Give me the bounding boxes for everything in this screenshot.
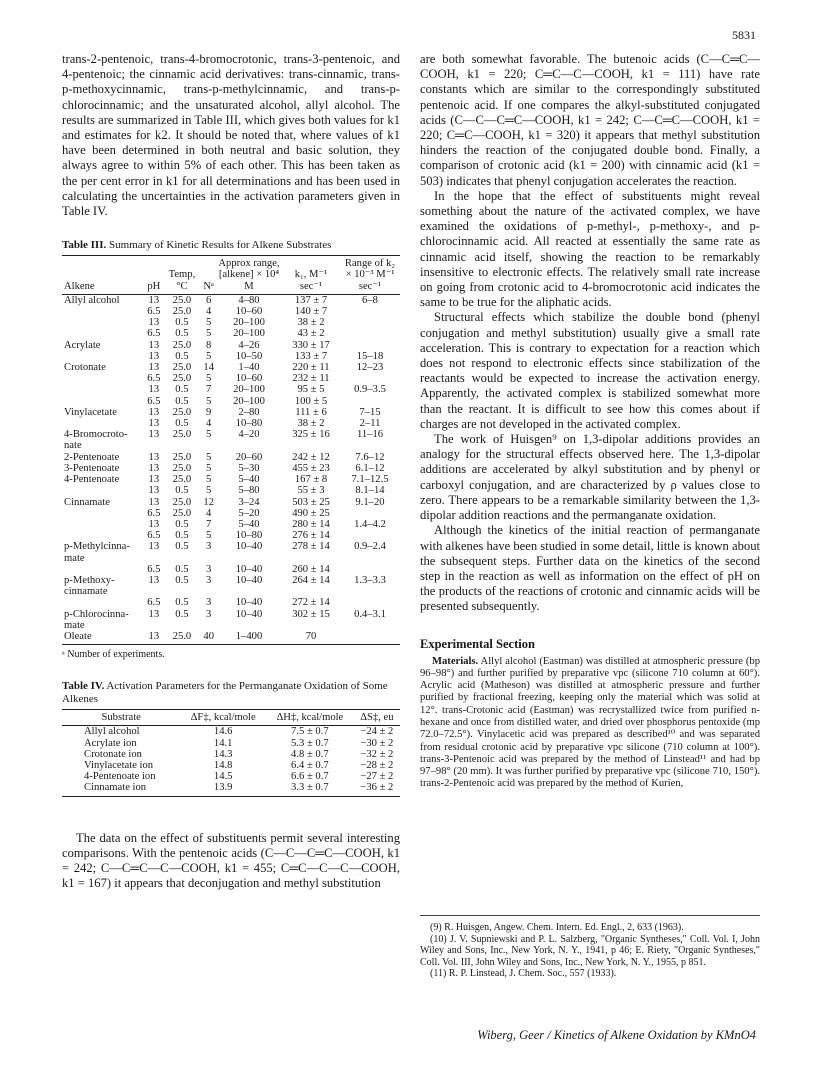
right-paragraph-5: Although the kinetics of the initial reaction of permanganate with alkenes have been studied in some detail, little is known about the subsequent steps. Further data on the kinetics of the second step in the reaction as well as information on the effect of pH on the products of the reactions of crotonic and cinnamic acids will be presented subsequently. bbox=[420, 523, 760, 614]
table-row bbox=[62, 306, 400, 317]
cell-k2: 0.9–2.4 bbox=[354, 541, 386, 553]
table-row bbox=[62, 418, 400, 429]
cell-range: 5–30 bbox=[238, 462, 260, 474]
cell-range: 1–400 bbox=[216, 631, 282, 645]
cell-n: 14 bbox=[203, 362, 214, 374]
cell-n: 5 bbox=[206, 451, 212, 463]
table-row bbox=[62, 362, 400, 373]
cell-alkene: 3-Pentenoate bbox=[64, 462, 120, 474]
cell-range: 20–100 bbox=[233, 328, 265, 340]
cell-ph: 13 bbox=[148, 485, 160, 497]
cell-k1: 55 ± 3 bbox=[297, 485, 325, 497]
cell-alkene: 2-Pentenoate bbox=[64, 451, 120, 463]
table-row bbox=[62, 294, 400, 306]
cell-k2: 6–8 bbox=[362, 294, 378, 306]
cell-n: 5 bbox=[206, 395, 212, 407]
cell-temp: 0.5 bbox=[175, 541, 189, 553]
left-column bbox=[62, 52, 400, 891]
table-row bbox=[62, 597, 400, 608]
cell-temp: 0.5 bbox=[175, 418, 189, 430]
cell-alkene bbox=[62, 564, 145, 575]
table-row bbox=[62, 384, 400, 395]
right-paragraph-4: The work of Huisgen⁹ on 1,3-dipolar additions provides an analogy for the structural effects observed here. The 1,3-dipolar additions are accelerated by alkyl substitution and by phenyl or carboxyl conjugation, and are characterized by ρ values close to zero. There appears to be a remarkable similarity between the 1,3-dipolar addition reactions and the permanganate oxidation. bbox=[420, 432, 760, 523]
table-row bbox=[62, 782, 400, 796]
cell-k2 bbox=[340, 530, 400, 541]
cell-alkene: Cinnamate bbox=[64, 496, 110, 508]
cell-temp: 0.5 bbox=[175, 563, 189, 575]
cell-n: 3 bbox=[206, 608, 212, 620]
table-row bbox=[62, 497, 400, 508]
materials-text: Allyl alcohol (Eastman) was distilled at atmospheric pressure (bp 96–98°) and further purified by preparative vpc (silicone 710 column at 60°). Acrylic acid (Matheson) was distilled at atmospheric pressure and further purified by fractional freezing, keeping only the material which was solid at 12°. trans-Crotonic acid (Eastman) was recrystallized twice from purified n-hexane and once from distilled water, and dried over phosphorus pentoxide (mp 72.0–72.5°). Vinylacetic acid was prepared as described¹⁰ and was separated from residual crotonic acid by preparative vpc silicone (710 column at 100°). trans-3-Pentenoic acid was prepared by the method of Linstead¹¹ and had bp 97–98° (20 mm). It was further purified by preparative vpc (silicone 710, 150°). trans-2-Pentenoic acid was prepared by the method of Kurien, bbox=[420, 655, 760, 790]
cell-temp: 0.5 bbox=[175, 574, 189, 586]
cell-k1: 490 ± 25 bbox=[292, 507, 330, 519]
table-row bbox=[62, 463, 400, 474]
cell-temp: 25.0 bbox=[172, 306, 192, 318]
cell-k2: 8.1–14 bbox=[355, 485, 385, 497]
cell-alkene: 4-Bromocroto-nate bbox=[64, 429, 128, 452]
cell-temp: 0.5 bbox=[175, 328, 189, 340]
cell-range: 20–100 bbox=[233, 317, 265, 329]
cell-range: 1–40 bbox=[238, 362, 260, 374]
cell-temp: 0.5 bbox=[175, 530, 189, 542]
cell-range: 3–24 bbox=[238, 496, 260, 508]
cell-substrate: Allyl alcohol bbox=[84, 726, 140, 738]
cell-alkene bbox=[62, 519, 145, 530]
cell-alkene: Vinylacetate bbox=[64, 406, 117, 418]
cell-k1: 38 ± 2 bbox=[297, 317, 325, 329]
cell-temp: 0.5 bbox=[175, 317, 189, 329]
table-row bbox=[62, 317, 400, 328]
cell-ph: 13 bbox=[148, 384, 160, 396]
table-row bbox=[62, 373, 400, 384]
cell-k1: 133 ± 7 bbox=[294, 350, 328, 362]
cell-n: 40 bbox=[201, 631, 216, 645]
reference-10: (10) J. V. Supniewski and P. L. Salzberg, "Organic Syntheses," Coll. Vol. I, John Wiley and Sons, Inc., New York, N. Y., 1941, p 46; E. Riety, "Organic Syntheses," Coll. Vol. III, John Wiley and Sons, Inc., New York, N. Y., 1955, p 851. bbox=[420, 933, 760, 968]
cell-k2: 0.9–3.5 bbox=[354, 384, 386, 396]
cell-n: 8 bbox=[206, 339, 212, 351]
cell-alkene: p-Chlorocinna-mate bbox=[64, 608, 129, 631]
cell-ph: 6.5 bbox=[147, 306, 161, 318]
cell-alkene bbox=[62, 373, 145, 384]
cell-k2: 11–16 bbox=[356, 429, 384, 441]
cell-k1: 242 ± 12 bbox=[292, 451, 330, 463]
cell-dS: −30 ± 2 bbox=[360, 737, 394, 749]
cell-k1: 325 ± 16 bbox=[292, 429, 330, 441]
table-row bbox=[62, 726, 400, 738]
cell-n: 5 bbox=[206, 429, 212, 441]
cell-n: 5 bbox=[206, 350, 212, 362]
table-4-body bbox=[62, 726, 400, 796]
cell-k1: 330 ± 17 bbox=[292, 339, 330, 351]
cell-ph: 6.5 bbox=[147, 530, 161, 542]
cell-range: 10–60 bbox=[235, 373, 263, 385]
cell-k2: 6.1–12 bbox=[355, 462, 385, 474]
table-4-grid bbox=[62, 709, 400, 796]
cell-temp: 0.5 bbox=[175, 518, 189, 530]
cell-substrate: Crotonate ion bbox=[84, 748, 142, 760]
cell-n: 4 bbox=[206, 306, 212, 318]
cell-temp: 0.5 bbox=[175, 395, 189, 407]
table-row bbox=[62, 508, 400, 519]
cell-k2: 15–18 bbox=[356, 350, 384, 362]
running-footer: Wiberg, Geer / Kinetics of Alkene Oxidation by KMnO4 bbox=[477, 1028, 756, 1042]
table-row bbox=[62, 749, 400, 760]
cell-ph: 13 bbox=[148, 418, 160, 430]
cell-ph: 13 bbox=[148, 317, 160, 329]
cell-dF: 14.1 bbox=[213, 737, 233, 749]
cell-dS: −27 ± 2 bbox=[360, 771, 394, 783]
cell-alkene: 4-Pentenoate bbox=[64, 474, 120, 486]
cell-k2 bbox=[340, 340, 400, 351]
cell-ph: 13 bbox=[148, 518, 160, 530]
reference-11: (11) R. P. Linstead, J. Chem. Soc., 557 (1933). bbox=[430, 968, 617, 979]
cell-k2: 1.4–4.2 bbox=[354, 518, 386, 530]
cell-alkene: Acrylate bbox=[64, 339, 101, 351]
cell-range: 5–40 bbox=[238, 518, 260, 530]
cell-substrate: Cinnamate ion bbox=[62, 782, 180, 796]
table-row bbox=[62, 575, 400, 597]
cell-ph: 6.5 bbox=[147, 597, 161, 609]
cell-k2: 7–15 bbox=[359, 406, 381, 418]
cell-alkene bbox=[62, 396, 145, 407]
cell-alkene bbox=[62, 328, 145, 339]
table-row bbox=[62, 429, 400, 451]
cell-ph: 13 bbox=[148, 339, 160, 351]
cell-n: 7 bbox=[206, 518, 212, 530]
cell-range: 5–40 bbox=[238, 474, 260, 486]
cell-alkene: p-Methylcinna-mate bbox=[64, 541, 130, 564]
cell-ph: 13 bbox=[148, 496, 160, 508]
table-4-label: Table IV. bbox=[62, 680, 105, 693]
cell-n: 5 bbox=[206, 462, 212, 474]
cell-dF: 14.3 bbox=[213, 748, 233, 760]
cell-k2: 0.4–3.1 bbox=[354, 608, 386, 620]
cell-dF: 13.9 bbox=[180, 782, 266, 796]
cell-n: 3 bbox=[206, 563, 212, 575]
cell-alkene: Oleate bbox=[62, 631, 145, 645]
cell-k2 bbox=[340, 508, 400, 519]
cell-k2 bbox=[340, 317, 400, 328]
cell-ph: 13 bbox=[148, 608, 160, 620]
cell-ph: 13 bbox=[148, 429, 160, 441]
cell-k2 bbox=[340, 306, 400, 317]
cell-dH: 4.8 ± 0.7 bbox=[291, 748, 329, 760]
table-3-caption bbox=[62, 239, 400, 252]
cell-k1: 278 ± 14 bbox=[292, 541, 330, 553]
col-ph: pH bbox=[145, 256, 162, 295]
cell-ph: 6.5 bbox=[147, 563, 161, 575]
cell-k1: 38 ± 2 bbox=[297, 418, 325, 430]
col-temp: Temp, °C bbox=[162, 256, 201, 295]
reference-9: (9) R. Huisgen, Angew. Chem. Intern. Ed. Engl., 2, 633 (1963). bbox=[430, 922, 684, 933]
cell-alkene: p-Methoxy-cinnamate bbox=[64, 574, 115, 598]
cell-range: 4–26 bbox=[238, 339, 260, 351]
right-paragraph-1: are both somewhat favorable. The butenoic acids (C—C═C—COOH, k1 = 220; C═C—C—COOH, k1 = 111) have rate constants which are similar to the correspondingly substituted pentenoic acid. If one compares the alkyl-substituted conjugated acids (C—C—C═C—COOH, k1 = 242; C—C═C—COOH, k1 = 220; C═C—COOH, k1 = 320) it appears that methyl substitution hinders the reaction of the conjugated double bond. Finally, a comparison of crotonic acid (k1 = 200) with cinnamic acid (k1 = 503) indicates that phenyl conjugation accelerates the reaction. bbox=[420, 52, 760, 188]
col-alkene: Alkene bbox=[62, 256, 145, 295]
cell-k1: 137 ± 7 bbox=[294, 294, 328, 306]
table-row bbox=[62, 351, 400, 362]
cell-temp: 25.0 bbox=[172, 429, 192, 441]
table-3-label: Table III. bbox=[62, 239, 107, 252]
table-row bbox=[62, 340, 400, 351]
col-dH: ΔH‡, kcal/mole bbox=[266, 710, 354, 726]
cell-range: 10–50 bbox=[235, 350, 263, 362]
substituent-paragraph: The data on the effect of substituents permit several interesting comparisons. With the pentenoic acids (C—C—C═C—COOH, k1 = 242; C—C═C—C—COOH, k1 = 455; C═C—C—C—COOH, k1 = 167) it appears that deconjugation and methyl substitution bbox=[62, 830, 400, 891]
table-3 bbox=[62, 239, 400, 660]
cell-k1: 503 ± 25 bbox=[292, 496, 330, 508]
cell-k1: 167 ± 8 bbox=[294, 474, 328, 486]
cell-ph: 13 bbox=[145, 631, 162, 645]
cell-temp: 0.5 bbox=[175, 597, 189, 609]
cell-dS: −36 ± 2 bbox=[354, 782, 400, 796]
table-row bbox=[62, 452, 400, 463]
cell-k2 bbox=[340, 597, 400, 608]
cell-range: 10–60 bbox=[235, 306, 263, 318]
col-n: Nᵃ bbox=[201, 256, 216, 295]
cell-range: 20–100 bbox=[233, 395, 265, 407]
cell-n: 3 bbox=[206, 541, 212, 553]
cell-n: 5 bbox=[206, 530, 212, 542]
cell-temp: 0.5 bbox=[175, 485, 189, 497]
col-substrate: Substrate bbox=[62, 710, 180, 726]
cell-n: 5 bbox=[206, 317, 212, 329]
cell-dF: 14.8 bbox=[213, 759, 233, 771]
cell-range: 10–40 bbox=[235, 563, 263, 575]
col-range: Approx range, [alkene] × 10⁴ M bbox=[216, 256, 282, 295]
cell-k2 bbox=[340, 564, 400, 575]
cell-alkene bbox=[62, 351, 145, 362]
col-dS: ΔS‡, eu bbox=[354, 710, 400, 726]
cell-range: 10–40 bbox=[235, 608, 263, 620]
cell-ph: 13 bbox=[148, 451, 160, 463]
cell-k1: 111 ± 6 bbox=[295, 406, 327, 418]
cell-ph: 13 bbox=[148, 541, 160, 553]
cell-range: 4–80 bbox=[238, 294, 260, 306]
cell-temp: 25.0 bbox=[172, 294, 192, 306]
cell-temp: 25.0 bbox=[172, 462, 192, 474]
cell-temp: 25.0 bbox=[172, 373, 192, 385]
cell-alkene bbox=[62, 317, 145, 328]
cell-n: 5 bbox=[206, 474, 212, 486]
experimental-heading: Experimental Section bbox=[420, 636, 535, 651]
cell-temp: 25.0 bbox=[172, 507, 192, 519]
table-row bbox=[62, 328, 400, 339]
cell-k2: 9.1–20 bbox=[355, 496, 385, 508]
table-row bbox=[62, 738, 400, 749]
table-row bbox=[62, 771, 400, 782]
cell-temp: 25.0 bbox=[172, 362, 192, 374]
cell-k1: 140 ± 7 bbox=[294, 306, 328, 318]
cell-alkene bbox=[62, 485, 145, 496]
cell-ph: 13 bbox=[148, 474, 160, 486]
cell-k1: 100 ± 5 bbox=[294, 395, 328, 407]
cell-k2: 7.1–12.5 bbox=[351, 474, 389, 486]
cell-ph: 6.5 bbox=[147, 328, 161, 340]
cell-substrate: 4-Pentenoate ion bbox=[84, 771, 156, 783]
cell-k2: 2–11 bbox=[359, 418, 381, 430]
cell-temp: 0.5 bbox=[175, 608, 189, 620]
cell-ph: 13 bbox=[148, 362, 160, 374]
cell-range: 5–80 bbox=[238, 485, 260, 497]
cell-temp: 25.0 bbox=[172, 339, 192, 351]
cell-ph: 13 bbox=[148, 462, 160, 474]
cell-k1: 43 ± 2 bbox=[297, 328, 325, 340]
cell-range: 10–40 bbox=[235, 597, 263, 609]
cell-n: 4 bbox=[206, 418, 212, 430]
table-row bbox=[62, 631, 400, 645]
table-row bbox=[62, 530, 400, 541]
cell-temp: 25.0 bbox=[172, 474, 192, 486]
cell-dF: 14.6 bbox=[213, 726, 233, 738]
table-row bbox=[62, 474, 400, 485]
cell-n: 7 bbox=[206, 384, 212, 396]
cell-n: 6 bbox=[206, 294, 212, 306]
cell-substrate: Acrylate ion bbox=[84, 737, 137, 749]
table-row bbox=[62, 485, 400, 496]
cell-ph: 13 bbox=[148, 406, 160, 418]
table-row bbox=[62, 396, 400, 407]
cell-alkene bbox=[62, 597, 145, 608]
cell-n: 9 bbox=[206, 406, 212, 418]
references bbox=[420, 915, 760, 980]
cell-dH: 3.3 ± 0.7 bbox=[266, 782, 354, 796]
right-paragraph-2: In the hope that the effect of substituents might reveal something about the nature of the activated complex, we have examined the oxidations of p-methyl-, p-methoxy-, and p-chlorocinnamic acid. All reacted at essentially the same rate as cinnamic acid itself, showing the reaction to be remarkably insensitive to electronic effects. The relatively small rate increase on going from crotonic acid to 4-bromocrotonic acid indicates the same to be true for the aliphatic acids. bbox=[420, 188, 760, 310]
cell-k1: 70 bbox=[282, 631, 340, 645]
page-number: 5831 bbox=[732, 28, 756, 42]
cell-ph: 6.5 bbox=[147, 373, 161, 385]
cell-k1: 95 ± 5 bbox=[297, 384, 325, 396]
cell-range: 10–80 bbox=[235, 530, 263, 542]
cell-temp: 25.0 bbox=[172, 406, 192, 418]
table-3-grid bbox=[62, 255, 400, 645]
cell-range: 20–100 bbox=[233, 384, 265, 396]
intro-paragraph: trans-2-pentenoic, trans-4-bromocrotonic, trans-3-pentenoic, and 4-pentenoic; the cinnamic acid derivatives: trans-cinnamic, trans-p-methoxycinnamic, trans-p-methylcinnamic, and trans-p-chlorocinnamic; and the unsaturated alcohol, allyl alcohol. The results are summarized in Table III, which gives both values for k1 and estimates for k2. It should be noted that, where values of k1 have been determined in both neutral and basic solution, they always agree to within 5% of each other. This has been taken as the per cent error in k1 for all determinations and has been used in calculating the uncertainties in the activation parameters given in Table IV. bbox=[62, 52, 400, 219]
cell-range: 20–60 bbox=[235, 451, 263, 463]
col-k2: Range of k₂ × 10⁻³ M⁻¹ sec⁻¹ bbox=[340, 256, 400, 295]
table-4-caption bbox=[62, 680, 400, 706]
cell-n: 3 bbox=[206, 574, 212, 586]
cell-ph: 6.5 bbox=[147, 395, 161, 407]
cell-temp: 25.0 bbox=[162, 631, 201, 645]
cell-k1: 260 ± 14 bbox=[292, 563, 330, 575]
table-3-body bbox=[62, 294, 400, 644]
cell-ph: 13 bbox=[148, 574, 160, 586]
cell-k2 bbox=[340, 396, 400, 407]
right-paragraph-3: Structural effects which stabilize the double bond (phenyl conjugation and methyl substitution) usually give a small rate acceleration. This is contrary to expectation for a reaction which does not respond to electronic effects since stabilization of the reactants would be expected to increase the activation energy. Apparently, the activated complex is stabilized somewhat more than the reactant. It is difficult to see how this comes about if charges are not developed in the activated complex. bbox=[420, 310, 760, 431]
cell-range: 10–80 bbox=[235, 418, 263, 430]
cell-k2 bbox=[340, 631, 400, 645]
cell-n: 4 bbox=[206, 507, 212, 519]
cell-k2: 7.6–12 bbox=[355, 451, 385, 463]
col-k1: k₁, M⁻¹ sec⁻¹ bbox=[282, 256, 340, 295]
cell-substrate: Vinylacetate ion bbox=[84, 759, 154, 771]
cell-k1: 276 ± 14 bbox=[292, 530, 330, 542]
table-3-title: Summary of Kinetic Results for Alkene Substrates bbox=[108, 239, 332, 252]
cell-dH: 6.6 ± 0.7 bbox=[291, 771, 329, 783]
table-row bbox=[62, 760, 400, 771]
cell-k2: 12–23 bbox=[356, 362, 384, 374]
cell-k2: 1.3–3.3 bbox=[354, 574, 386, 586]
cell-dS: −28 ± 2 bbox=[360, 759, 394, 771]
table-row bbox=[62, 541, 400, 563]
cell-ph: 13 bbox=[148, 350, 160, 362]
table-row bbox=[62, 519, 400, 530]
col-dF: ΔF‡, kcal/mole bbox=[180, 710, 266, 726]
cell-alkene bbox=[62, 384, 145, 395]
cell-dS: −24 ± 2 bbox=[360, 726, 394, 738]
table-4 bbox=[62, 680, 400, 796]
cell-ph: 13 bbox=[148, 294, 160, 306]
cell-n: 5 bbox=[206, 328, 212, 340]
cell-k2 bbox=[340, 328, 400, 339]
cell-dF: 14.5 bbox=[213, 771, 233, 783]
cell-n: 12 bbox=[203, 496, 214, 508]
table-3-footnote: ᵃ Number of experiments. bbox=[62, 649, 165, 661]
cell-dH: 5.3 ± 0.7 bbox=[291, 737, 329, 749]
cell-temp: 25.0 bbox=[172, 496, 192, 508]
cell-k1: 220 ± 11 bbox=[292, 362, 330, 374]
cell-dH: 7.5 ± 0.7 bbox=[291, 726, 329, 738]
cell-dH: 6.4 ± 0.7 bbox=[291, 759, 329, 771]
cell-k1: 272 ± 14 bbox=[292, 597, 330, 609]
cell-temp: 25.0 bbox=[172, 451, 192, 463]
cell-range: 4–20 bbox=[238, 429, 260, 441]
cell-n: 5 bbox=[206, 485, 212, 497]
cell-alkene bbox=[62, 530, 145, 541]
table-row bbox=[62, 609, 400, 631]
cell-range: 10–40 bbox=[235, 574, 263, 586]
table-4-title: Activation Parameters for the Permanganate Oxidation of Some Alkenes bbox=[62, 680, 388, 706]
cell-temp: 0.5 bbox=[175, 350, 189, 362]
cell-n: 5 bbox=[206, 373, 212, 385]
cell-k2 bbox=[340, 373, 400, 384]
materials-paragraph bbox=[420, 656, 760, 791]
cell-k1: 280 ± 14 bbox=[292, 518, 330, 530]
table-row bbox=[62, 407, 400, 418]
cell-alkene bbox=[62, 306, 145, 317]
cell-range: 10–40 bbox=[235, 541, 263, 553]
cell-alkene bbox=[62, 508, 145, 519]
cell-dS: −32 ± 2 bbox=[360, 748, 394, 760]
cell-alkene: Crotonate bbox=[64, 362, 106, 374]
right-column bbox=[420, 52, 760, 791]
cell-alkene bbox=[62, 418, 145, 429]
cell-k1: 264 ± 14 bbox=[292, 574, 330, 586]
cell-k1: 302 ± 15 bbox=[292, 608, 330, 620]
table-row bbox=[62, 564, 400, 575]
cell-n: 3 bbox=[206, 597, 212, 609]
cell-k1: 232 ± 11 bbox=[292, 373, 330, 385]
cell-ph: 6.5 bbox=[147, 507, 161, 519]
cell-alkene: Allyl alcohol bbox=[64, 294, 120, 306]
cell-temp: 0.5 bbox=[175, 384, 189, 396]
cell-range: 5–20 bbox=[238, 507, 260, 519]
materials-lead: Materials. bbox=[432, 655, 479, 667]
cell-k1: 455 ± 23 bbox=[292, 462, 330, 474]
cell-range: 2–80 bbox=[238, 406, 260, 418]
